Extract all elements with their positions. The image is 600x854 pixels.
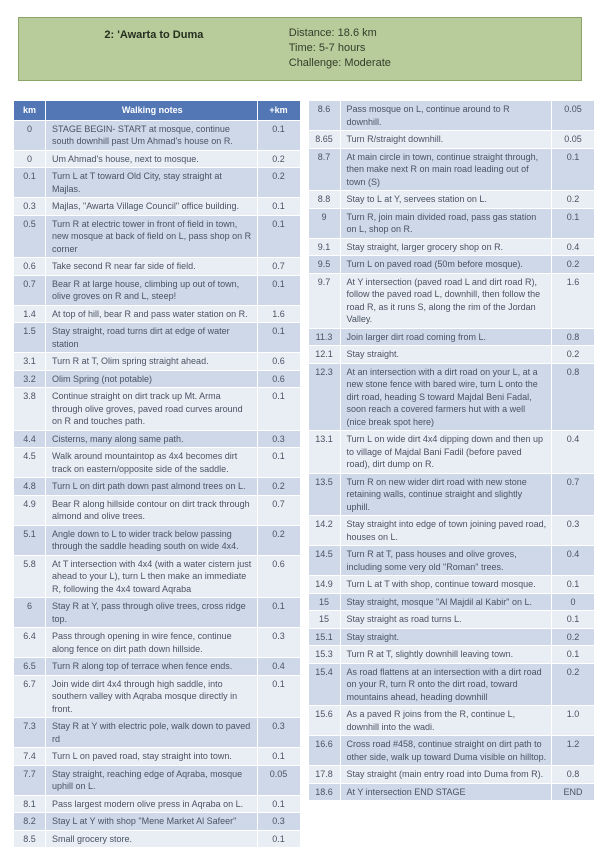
walking-notes-tables (14, 101, 594, 848)
table-header-row (14, 101, 300, 121)
walking-note-cell: At main circle in town, continue straight through, then make next R on main road leading out of town (S) (341, 149, 553, 191)
plus-km-cell: 0.2 (566, 349, 580, 359)
km-cell: 0 (14, 151, 46, 168)
plus-km-cell: END (563, 786, 583, 797)
km-cell: 8.1 (14, 796, 46, 813)
walking-note-cell: At an intersection with a dirt road on your L, at a new stone fence with bared wire, turn L onto the dirt road, heading S toward Majdal Beni Fadal, soon reach a covered farmers hut with a well (nice break spot here) (341, 364, 553, 431)
plus-km-cell: 0.6 (272, 558, 285, 569)
walking-note-cell: Pass largest modern olive press in Aqraba on L. (46, 796, 258, 813)
plus-km-cell: 0.2 (272, 153, 285, 164)
table-row (309, 256, 595, 274)
plus-km-cell: 0.3 (272, 433, 285, 444)
walking-note-cell: Um Ahmad's house, next to mosque. (46, 151, 258, 168)
plus-km-cell: 1.0 (566, 709, 580, 719)
km-cell: 15.4 (309, 664, 341, 706)
km-cell: 9 (309, 209, 341, 238)
plus-km-cell: 0 (570, 596, 576, 607)
plus-km-column-header: +km (269, 105, 288, 115)
walking-note-cell: Turn R, join main divided road, pass gas station on L, shop on R. (341, 209, 553, 238)
table-row (309, 576, 595, 594)
km-cell: 9.7 (309, 274, 341, 328)
table-row (309, 131, 595, 149)
table-row (309, 784, 595, 802)
km-cell: 6 (14, 598, 46, 627)
walking-note-cell: As road flattens at an intersection with a dirt road on your R, turn R onto the dirt road, toward mountains ahead, heading downhill (341, 664, 553, 706)
plus-km-cell: 0.2 (272, 171, 285, 181)
table-row (309, 346, 595, 364)
table-row (309, 646, 595, 664)
table-row (14, 766, 300, 796)
walking-note-cell: Turn R at T, Olim spring straight ahead. (46, 353, 258, 370)
walking-note-cell: As a paved R joins from the R, continue L, downhill into the wadi. (341, 706, 553, 735)
plus-km-cell: 1.2 (566, 739, 580, 749)
plus-km-cell: 0.8 (566, 769, 580, 779)
plus-km-cell: 0.1 (272, 326, 285, 336)
table-row (14, 168, 300, 198)
plus-km-cell: 0.2 (272, 528, 285, 539)
table-row (14, 478, 300, 496)
km-cell: 0.5 (14, 216, 46, 258)
route-info (289, 26, 581, 71)
table-row (14, 323, 300, 353)
plus-km-cell: 0.1 (566, 614, 580, 624)
plus-km-cell: 1.6 (272, 308, 285, 319)
km-cell: 15.6 (309, 706, 341, 735)
plus-km-cell: 0.1 (272, 798, 285, 809)
km-cell: 5.1 (14, 526, 46, 555)
km-cell: 14.2 (309, 516, 341, 545)
walking-note-cell: Stay straight, road turns dirt at edge of water station (46, 323, 258, 352)
table-row (309, 706, 595, 736)
table-row (14, 718, 300, 748)
route-challenge: Challenge: Moderate (288, 57, 391, 69)
walking-note-cell: Stay to L at Y, servees station on L. (341, 191, 553, 208)
walking-note-cell: Bear R at large house, climbing up out of town, olive groves on R and L, steep! (46, 276, 258, 305)
table-row (14, 658, 300, 676)
plus-km-cell: 0.1 (272, 678, 285, 689)
km-cell: 7.4 (14, 748, 46, 765)
km-column-header: km (14, 101, 46, 120)
km-cell: 17.8 (309, 766, 341, 783)
walking-note-cell: Cross road #458, continue straight on dirt path to other side, walk up toward Duma visible on hilltop. (341, 736, 553, 765)
table-row (14, 216, 300, 259)
km-cell: 8.8 (309, 191, 341, 208)
walking-note-cell: Turn R on new wider dirt road with new stone retaining walls, continue straight and slightly uphill. (341, 474, 553, 516)
km-cell: 7.3 (14, 718, 46, 747)
km-cell: 4.4 (14, 431, 46, 448)
table-row (309, 239, 595, 257)
walking-note-cell: Majlas, "Awarta Village Council" office building. (46, 198, 258, 215)
plus-km-cell: 0.3 (566, 519, 580, 529)
walking-note-cell: Turn L on paved road, stay straight into town. (46, 748, 258, 765)
plus-km-cell: 0.1 (272, 391, 285, 401)
walking-note-cell: Take second R near far side of field. (46, 258, 258, 275)
km-cell: 4.5 (14, 448, 46, 477)
km-cell: 9.1 (309, 239, 341, 256)
km-cell: 13.1 (309, 431, 341, 473)
km-cell: 11.3 (309, 329, 341, 346)
table-row (309, 209, 595, 239)
table-body-left (14, 121, 300, 849)
plus-km-cell: 0.1 (272, 218, 285, 229)
walking-note-cell: Turn R at electric tower in front of field in town, new mosque at back of field on L, pass shop on R corner (46, 216, 258, 258)
table-row (14, 831, 300, 849)
km-cell: 7.7 (14, 766, 46, 795)
km-cell: 8.2 (14, 813, 46, 830)
walking-note-cell: Stay straight (main entry road into Duma from R). (341, 766, 553, 783)
walking-note-cell: Stay straight into edge of town joining paved road, houses on L. (341, 516, 553, 545)
plus-km-cell: 0.7 (272, 498, 285, 509)
plus-km-cell: 0.8 (566, 366, 580, 377)
km-cell: 14.5 (309, 546, 341, 575)
plus-km-cell: 0.1 (272, 451, 285, 461)
plus-km-cell: 0.4 (566, 434, 580, 444)
km-cell: 3.1 (14, 353, 46, 370)
route-time: Time: 5-7 hours (288, 42, 366, 54)
route-distance: Distance: 18.6 km (288, 27, 377, 39)
km-cell: 8.6 (309, 101, 341, 130)
km-cell: 0 (14, 121, 46, 150)
plus-km-cell: 0.05 (564, 134, 582, 144)
table-row (14, 628, 300, 658)
walking-note-cell: STAGE BEGIN- START at mosque, continue south downhill past Um Ahmad's house on R. (46, 121, 258, 150)
km-cell: 8.65 (309, 131, 341, 148)
table-row (309, 274, 595, 329)
walking-note-cell: At T intersection with 4x4 (with a water cistern just ahead to your L), turn L then make an immediate R, following the 4x4 toward Aqraba (46, 556, 258, 598)
km-cell: 3.8 (14, 388, 46, 430)
table-row (309, 546, 595, 576)
walking-note-cell: Stay R at Y, pass through olive trees, cross ridge top. (46, 598, 258, 627)
table-row (309, 629, 595, 647)
km-cell: 14.9 (309, 576, 341, 593)
km-cell: 3.2 (14, 371, 46, 388)
walking-note-cell: Stay straight, larger grocery shop on R. (341, 239, 553, 256)
plus-km-cell: 0.8 (566, 331, 580, 342)
km-cell: 16.6 (309, 736, 341, 765)
plus-km-cell: 0.05 (564, 104, 582, 114)
walking-note-cell: Turn R along top of terrace when fence ends. (46, 658, 258, 675)
walking-note-cell: Join wide dirt 4x4 through high saddle, into southern valley with Aqraba mosque directly in front. (46, 676, 258, 718)
plus-km-cell: 0.3 (272, 721, 285, 731)
walking-note-cell: Turn R at T, pass houses and olive groves, including some very old "Roman" trees. (341, 546, 553, 575)
walking-note-cell: Olim Spring (not potable) (46, 371, 258, 388)
walking-note-cell: At top of hill, bear R and pass water station on R. (46, 306, 258, 323)
table-row (14, 748, 300, 766)
walking-note-cell: Cisterns, many along same path. (46, 431, 258, 448)
table-row (309, 149, 595, 192)
km-cell: 5.8 (14, 556, 46, 598)
table-row (14, 556, 300, 599)
notes-column-header: Walking notes (46, 101, 258, 120)
walking-note-cell: Stay straight as road turns L. (341, 611, 553, 628)
table-row (309, 594, 595, 612)
plus-km-cell: 0.4 (272, 661, 285, 671)
table-row (309, 516, 595, 546)
plus-km-cell: 0.1 (566, 151, 580, 162)
walking-note-cell: Stay straight, mosque "Al Majdil al Kabir" on L. (341, 594, 553, 611)
table-row (14, 796, 300, 814)
plus-km-cell: 1.6 (566, 276, 580, 287)
plus-km-cell: 0.1 (566, 211, 580, 222)
walking-note-cell: Stay L at Y with shop "Mene Market Al Safeer" (46, 813, 258, 830)
table-row (14, 676, 300, 719)
plus-km-cell: 0.1 (272, 123, 285, 134)
km-cell: 6.4 (14, 628, 46, 657)
walking-note-cell: Join larger dirt road coming from L. (341, 329, 553, 346)
plus-km-cell: 0.6 (272, 373, 285, 384)
table-row (309, 431, 595, 474)
walking-note-cell: Stay R at Y with electric pole, walk down to paved rd (46, 718, 258, 747)
table-row (14, 598, 300, 628)
walking-note-cell: At Y intersection (paved road L and dirt road R), follow the paved road L, downhill, then follow the road R, as it runs S, along the rim of the Jordan Valley. (341, 274, 553, 328)
walking-note-cell: Turn L on dirt path down past almond trees on L. (46, 478, 258, 495)
plus-km-cell: 0.4 (566, 549, 580, 559)
table-row (14, 496, 300, 526)
plus-km-cell: 0.4 (566, 241, 580, 252)
km-cell: 1.5 (14, 323, 46, 352)
walking-note-cell: Turn L on wide dirt 4x4 dipping down and then up to village of Majdal Bani Fadil (before paved road), dirt dump on R. (341, 431, 553, 473)
walking-note-cell: Pass through opening in wire fence, continue along fence on dirt path down hillside. (46, 628, 258, 657)
plus-km-cell: 0.1 (566, 649, 580, 659)
km-cell: 15.1 (309, 629, 341, 646)
walking-note-cell: Continue straight on dirt track up Mt. Arma through olive groves, paved road curves around on R and touches path. (46, 388, 258, 430)
km-cell: 8.5 (14, 831, 46, 848)
plus-km-cell: 0.1 (272, 601, 285, 611)
table-row (14, 526, 300, 556)
walking-note-cell: Turn L at T with shop, continue toward mosque. (341, 576, 553, 593)
table-row (309, 664, 595, 707)
table-row (14, 431, 300, 449)
table-row (309, 474, 595, 517)
plus-km-cell: 0.7 (566, 476, 580, 487)
table-row (14, 388, 300, 431)
table-row (14, 371, 300, 389)
walking-note-cell: Angle down to L to wider track below passing through the saddle heading south on wide 4x4. (46, 526, 258, 555)
km-cell: 0.6 (14, 258, 46, 275)
table-row (14, 258, 300, 276)
walking-note-cell: Turn L at T toward Old City, stay straight at Majlas. (46, 168, 258, 197)
km-cell: 15 (309, 594, 341, 611)
table-row (309, 611, 595, 629)
table-row (14, 151, 300, 169)
km-cell: 12.3 (309, 364, 341, 431)
km-cell: 9.5 (309, 256, 341, 273)
walking-note-cell: Stay straight, reaching edge of Aqraba, mosque uphill on L. (46, 766, 258, 795)
walking-note-cell: Stay straight. (341, 346, 553, 363)
plus-km-cell: 0.1 (272, 278, 285, 289)
plus-km-cell: 0.3 (272, 631, 285, 641)
table-row (14, 813, 300, 831)
plus-km-cell: 0.6 (272, 356, 285, 366)
walking-note-cell: Small grocery store. (46, 831, 258, 848)
walking-note-cell: Pass mosque on L, continue around to R downhill. (341, 101, 553, 130)
walking-note-cell: Walk around mountaintop as 4x4 becomes dirt track on eastern/opposite side of the saddle. (46, 448, 258, 477)
table-row (309, 364, 595, 432)
table-row (14, 276, 300, 306)
walking-note-cell: Bear R along hillside contour on dirt track through almond and olive trees. (46, 496, 258, 525)
plus-km-cell: 0.1 (272, 833, 285, 844)
route-title: 2: 'Awarta to Duma (104, 29, 204, 41)
table-row (309, 329, 595, 347)
plus-km-cell: 0.2 (566, 194, 580, 204)
walking-notes-table-right (309, 101, 595, 801)
plus-km-cell: 0.2 (566, 259, 580, 269)
table-row (14, 448, 300, 478)
walking-notes-table-left (14, 101, 300, 848)
km-cell: 1.4 (14, 306, 46, 323)
km-cell: 12.1 (309, 346, 341, 363)
plus-km-cell: 0.7 (272, 261, 285, 271)
table-row (14, 121, 300, 151)
table-body-right (309, 101, 595, 801)
table-row (309, 736, 595, 766)
walking-note-cell: Stay straight. (341, 629, 553, 646)
km-cell: 15.3 (309, 646, 341, 663)
table-row (14, 353, 300, 371)
km-cell: 0.3 (14, 198, 46, 215)
plus-km-cell: 0.2 (566, 666, 580, 677)
table-row (309, 766, 595, 784)
km-cell: 18.6 (309, 784, 341, 801)
plus-km-cell: 0.1 (272, 751, 285, 761)
km-cell: 6.7 (14, 676, 46, 718)
plus-km-cell: 0.05 (269, 768, 288, 779)
km-cell: 0.7 (14, 276, 46, 305)
km-cell: 4.8 (14, 478, 46, 495)
km-cell: 15 (309, 611, 341, 628)
plus-km-cell: 0.1 (272, 201, 285, 211)
plus-km-cell: 0.2 (272, 481, 285, 491)
km-cell: 0.1 (14, 168, 46, 197)
km-cell: 8.7 (309, 149, 341, 191)
table-row (14, 198, 300, 216)
km-cell: 13.5 (309, 474, 341, 516)
walking-note-cell: Turn L on paved road (50m before mosque). (341, 256, 553, 273)
table-row (309, 191, 595, 209)
table-row (14, 306, 300, 324)
walking-note-cell: At Y intersection END STAGE (341, 784, 553, 801)
plus-km-cell: 0.3 (272, 816, 285, 826)
plus-km-cell: 0.1 (566, 579, 580, 589)
walking-note-cell: Turn R/straight downhill. (341, 131, 553, 148)
km-cell: 6.5 (14, 658, 46, 675)
walking-note-cell: Turn R at T, slightly downhill leaving town. (341, 646, 553, 663)
plus-km-cell: 0.2 (566, 631, 580, 642)
km-cell: 4.9 (14, 496, 46, 525)
route-header (18, 17, 582, 81)
table-row (309, 101, 595, 131)
